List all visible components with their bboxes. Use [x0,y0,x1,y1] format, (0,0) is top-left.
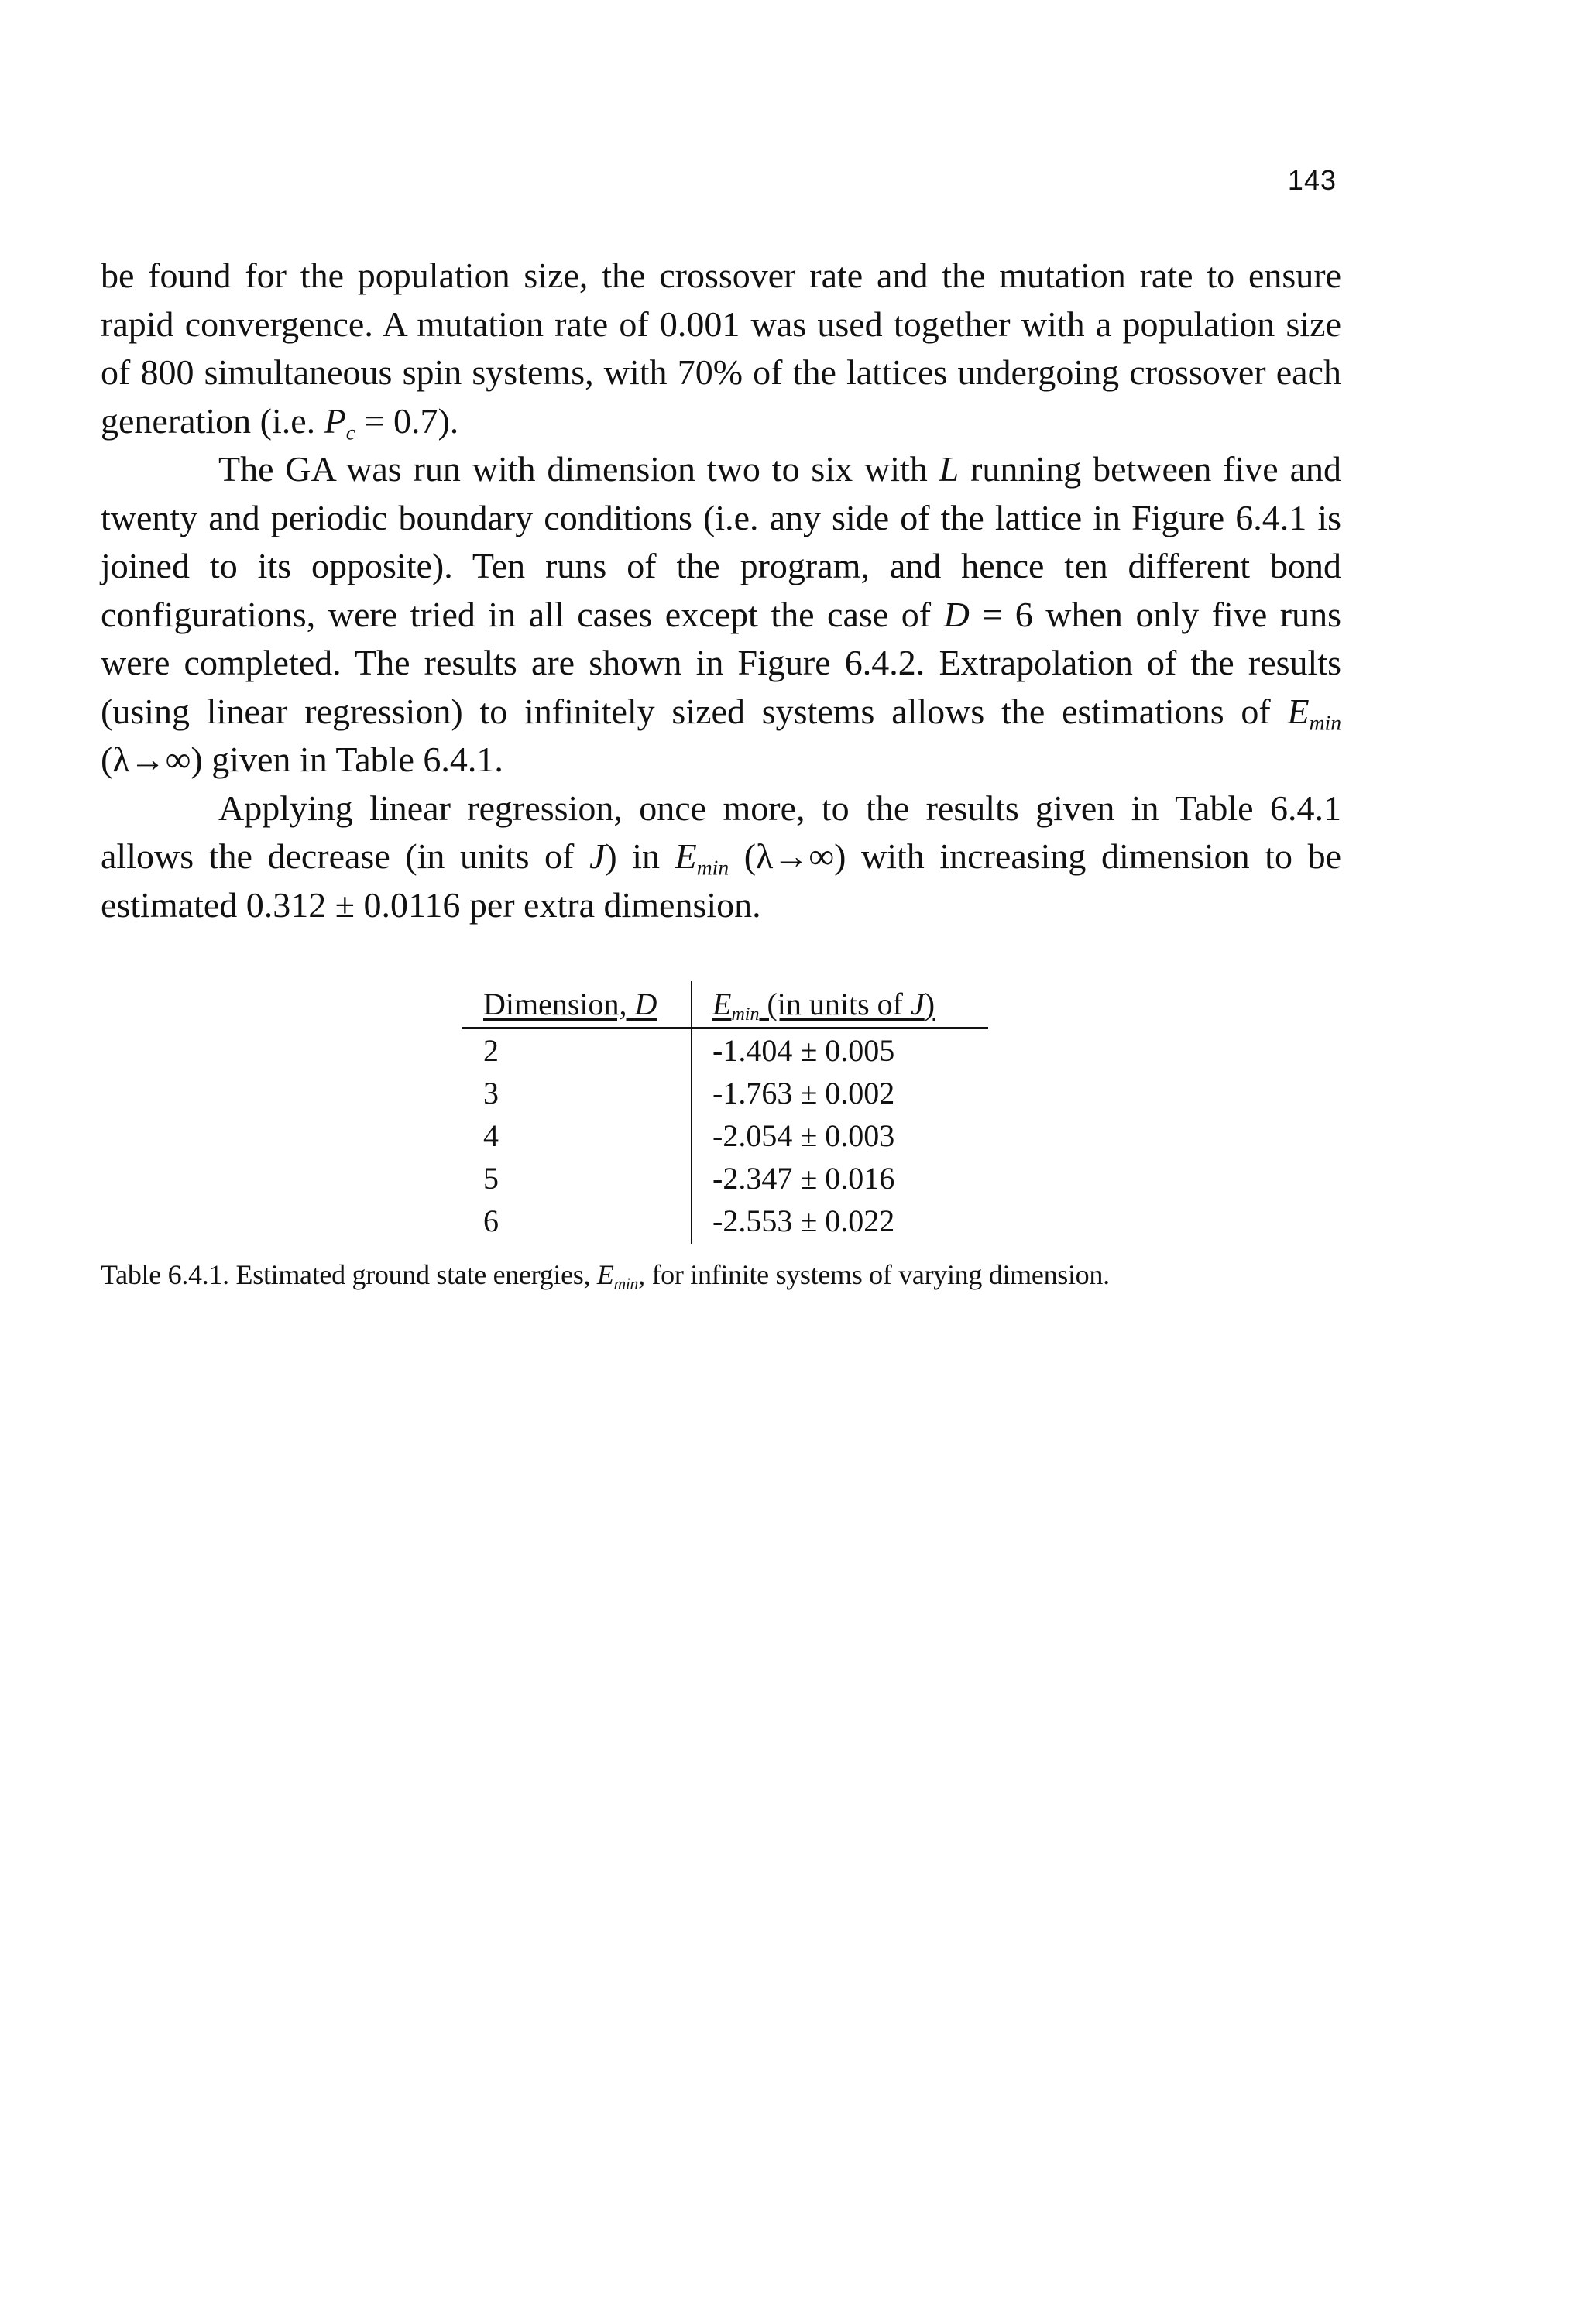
cell-energy: -1.763 ± 0.002 [712,1076,895,1111]
table-row [462,1029,988,1072]
column-divider [691,981,692,1244]
cell-dimension: 4 [483,1118,499,1153]
cell-energy: -2.347 ± 0.016 [712,1161,895,1196]
page-number: 143 [1287,164,1337,196]
paragraph: be found for the population size, the crossover rate and the mutation rate to ensure rapid convergence. A mutation rate of 0.001 was used together with a population size of 800 simultaneous spin systems, with 70% of the lattices undergoing crossover each generation (i.e. $P_c = 0.7$). [101,256,1341,444]
paragraph: The GA was run with dimension two to six with L running between five and twenty and periodic boundary conditions (i.e. any side of the lattice in Figure 6.4.1 is joined to its opposite). Ten runs of the program, and hence ten different bond configurations, were tried in all cases except the case of D = 6 when only five runs were completed. The results are shown in Figure 6.4.2. Extrapolation of the results (using linear regression) to infinitely sized systems allows the estimations of $E_{min}$ (λ→∞) given in Table 6.4.1. [101,449,1341,779]
table-row [462,1114,988,1157]
cell-dimension: 6 [483,1203,499,1238]
header-dimension: Dimension, D [483,987,657,1021]
body-text [101,252,1341,929]
cell-energy: -2.553 ± 0.022 [712,1203,895,1238]
table-row [462,1200,988,1242]
table-row [462,1072,988,1114]
table-body [462,1029,988,1242]
table-row [462,1157,988,1200]
cell-energy: -1.404 ± 0.005 [712,1033,895,1068]
cell-energy: -2.054 ± 0.003 [712,1118,895,1153]
table-caption: Table 6.4.1. Estimated ground state energies, $E_{min}$, for infinite systems of varying dimension. [101,1259,1110,1293]
cell-dimension: 3 [483,1076,499,1111]
table-header [462,977,988,1025]
cell-dimension: 2 [483,1033,499,1068]
header-energy: $E_{min}$ (in units of J) [712,987,935,1025]
cell-dimension: 5 [483,1161,499,1196]
paragraph: Applying linear regression, once more, to the results given in Table 6.4.1 allows the decrease (in units of J) in $E_{min}$ (λ→∞) with increasing dimension to be estimated 0.312 ± 0.0116 per extra dimension. [101,788,1342,925]
results-table [462,977,988,1242]
